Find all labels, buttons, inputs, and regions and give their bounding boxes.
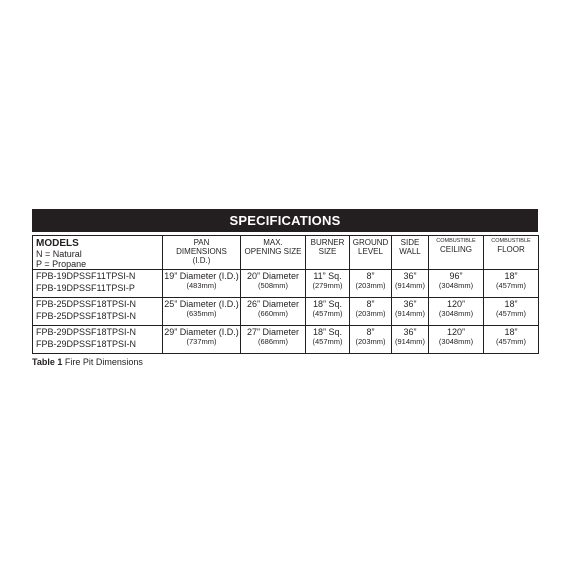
column-header-small: COMBUSTIBLE [491, 238, 531, 244]
value-metric: (914mm) [394, 309, 425, 318]
model-name: FPB-25DPSSF18TPSI-N [36, 299, 137, 309]
value-main: 120” [446, 327, 465, 337]
value-main: 120” [446, 299, 465, 309]
value-cell [163, 326, 241, 354]
value-metric: (660mm) [257, 309, 288, 318]
specifications-section [32, 209, 538, 354]
value-cell [241, 326, 306, 354]
value-metric: (914mm) [394, 337, 425, 346]
value-main: 18” [504, 299, 518, 309]
value-cell [484, 298, 539, 326]
value-main: 96” [449, 271, 463, 281]
column-header-cell [392, 236, 429, 270]
value-main: 18” Sq. [312, 299, 343, 309]
value-main: 8” [366, 299, 375, 309]
value-main: 29” Diameter (I.D.) [164, 327, 239, 337]
value-cell [306, 270, 350, 298]
value-metric: (686mm) [257, 337, 288, 346]
table-row [33, 326, 539, 354]
value-metric: (737mm) [186, 337, 217, 346]
column-header-text: SIDE [400, 238, 420, 247]
model-cell [33, 298, 163, 326]
value-cell [350, 298, 392, 326]
value-metric: (635mm) [186, 309, 217, 318]
value-main: 27” Diameter [246, 327, 300, 337]
value-metric: (457mm) [495, 337, 526, 346]
model-name: FPB-25DPSSF18TPSI-N [36, 310, 137, 321]
value-cell [429, 270, 484, 298]
column-header-text: CEILING [439, 245, 472, 254]
model-name: FPB-29DPSSF18TPSI-N [36, 327, 137, 337]
column-header-cell [429, 236, 484, 270]
value-cell [241, 298, 306, 326]
model-name: FPB-19DPSSF11TPSI-N [36, 271, 136, 281]
value-main: 18” [504, 327, 518, 337]
specifications-title-bar [32, 209, 538, 232]
column-header-cell [241, 236, 306, 270]
models-header-title: MODELS [36, 238, 79, 249]
column-header-cell [163, 236, 241, 270]
caption-text: Fire Pit Dimensions [64, 357, 143, 367]
value-cell [392, 298, 429, 326]
models-header-cell [33, 236, 163, 270]
value-metric: (483mm) [186, 281, 217, 290]
model-name: FPB-19DPSSF11TPSI-P [36, 282, 135, 293]
value-cell [392, 270, 429, 298]
models-legend-line: N = Natural [36, 249, 82, 259]
value-main: 18” Sq. [312, 327, 343, 337]
value-main: 19” Diameter (I.D.) [164, 271, 239, 281]
model-cell [33, 270, 163, 298]
value-metric: (457mm) [312, 337, 343, 346]
column-header-text: LEVEL [358, 247, 383, 256]
column-header-text: SIZE [318, 247, 337, 256]
table-caption [32, 357, 143, 367]
value-cell [350, 326, 392, 354]
value-metric: (457mm) [495, 309, 526, 318]
table-body [33, 236, 539, 354]
value-main: 8” [366, 327, 375, 337]
table-row [33, 298, 539, 326]
column-header-small: COMBUSTIBLE [436, 238, 476, 244]
column-header-text: DIMENSIONS [176, 247, 227, 256]
value-main: 36” [403, 271, 417, 281]
column-header-text: MAX. [263, 238, 283, 247]
column-header-text: PAN [193, 238, 210, 247]
column-header-cell [350, 236, 392, 270]
models-legend-line: P = Propane [36, 259, 87, 269]
column-header-cell [484, 236, 539, 270]
value-cell [163, 270, 241, 298]
value-metric: (3048mm) [438, 337, 474, 346]
value-main: 11” Sq. [313, 271, 342, 281]
column-header-text: (I.D.) [192, 256, 211, 265]
caption-label: Table 1 [32, 357, 63, 367]
value-metric: (457mm) [495, 281, 526, 290]
value-main: 25” Diameter (I.D.) [164, 299, 239, 309]
value-metric: (203mm) [355, 309, 386, 318]
model-name: FPB-29DPSSF18TPSI-N [36, 338, 137, 349]
value-metric: (203mm) [355, 337, 386, 346]
value-cell [241, 270, 306, 298]
value-metric: (3048mm) [438, 309, 474, 318]
value-cell [163, 298, 241, 326]
value-main: 8” [366, 271, 375, 281]
value-metric: (3048mm) [438, 281, 474, 290]
value-metric: (203mm) [355, 281, 386, 290]
value-main: 36” [403, 299, 417, 309]
column-header-text: BURNER [310, 238, 345, 247]
value-cell [429, 326, 484, 354]
column-header-text: OPENING SIZE [244, 247, 302, 256]
value-cell [392, 326, 429, 354]
value-main: 26” Diameter [246, 299, 300, 309]
table-row [33, 270, 539, 298]
value-metric: (508mm) [257, 281, 288, 290]
table-header-row [33, 236, 539, 270]
value-cell [306, 326, 350, 354]
value-metric: (457mm) [312, 309, 343, 318]
value-cell [484, 326, 539, 354]
value-main: 36” [403, 327, 417, 337]
column-header-cell [306, 236, 350, 270]
value-metric: (279mm) [312, 281, 343, 290]
column-header-text: WALL [399, 247, 421, 256]
value-cell [484, 270, 539, 298]
value-main: 18” [504, 271, 518, 281]
column-header-text: FLOOR [497, 245, 525, 254]
model-cell [33, 326, 163, 354]
value-metric: (914mm) [394, 281, 425, 290]
value-cell [350, 270, 392, 298]
value-main: 20” Diameter [246, 271, 300, 281]
column-header-text: GROUND [352, 238, 389, 247]
value-cell [306, 298, 350, 326]
specifications-title: SPECIFICATIONS [229, 213, 341, 228]
specifications-table [32, 235, 539, 354]
value-cell [429, 298, 484, 326]
